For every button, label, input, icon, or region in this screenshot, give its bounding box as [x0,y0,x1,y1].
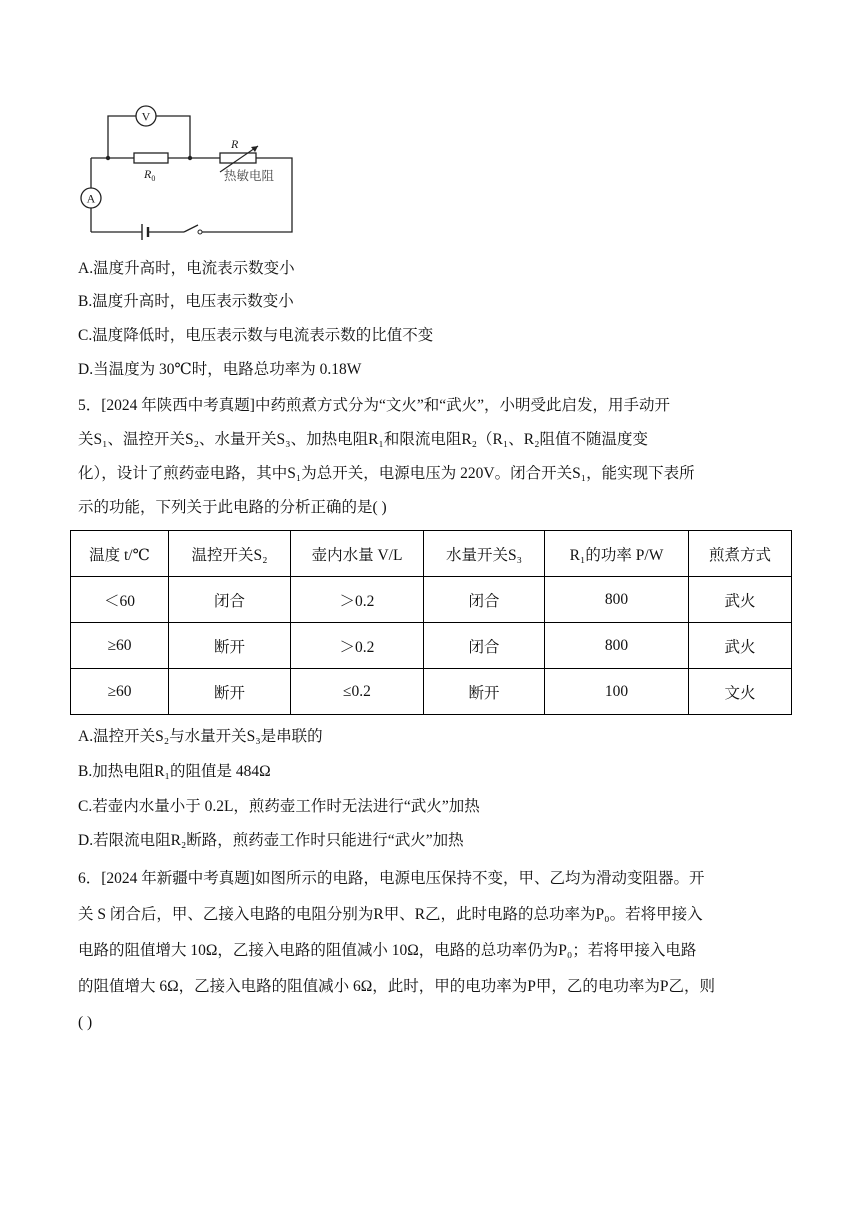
q5-line: 化），设计了煎药壶电路，其中S₁为总开关，电源电压为 220V。闭合开关S₁，能实现下表所 [78,465,695,482]
q5-option-b: B.加热电阻R₁的阻值是 484Ω [78,763,271,780]
svg-text:A: A [86,191,96,206]
table-row [71,577,792,623]
table-row [71,669,792,715]
q5-line: 5．[2024 年陕西中考真题]中药煎煮方式分为“文火”和“武火”，小明受此启发，用手动开 [78,397,670,414]
table-cell: ≥60 [71,623,169,669]
table-cell: ＞0.2 [291,623,424,669]
table-header: 温控开关S₂ [169,531,291,577]
q6-stem [78,861,790,1041]
table-cell: 武火 [689,623,792,669]
q6-line: ( ) [78,1014,93,1031]
table-cell: 文火 [689,669,792,715]
q4-option-c: C.温度降低时，电压表示数与电流表示数的比值不变 [78,327,434,344]
voltmeter [136,106,156,126]
r0-label: $R_0$ [144,167,156,183]
q5-line: 示的功能，下列关于此电路的分析正确的是( ) [78,499,387,516]
q4-option-b: B.温度升高时，电压表示数变小 [78,293,294,310]
table-row [71,623,792,669]
q5-option-c: C.若壶内水量小于 0.2L，煎药壶工作时无法进行“武火”加热 [78,798,480,815]
q6-line: 关 S 闭合后，甲、乙接入电路的电阻分别为R甲、R乙，此时电路的总功率为P₀。若将甲接入 [78,906,703,923]
q5-function-table [70,530,792,715]
table-header: 煎煮方式 [689,531,792,577]
table-header: 温度 t/℃ [71,531,169,577]
table-header-row [71,531,792,577]
q5-stem [78,389,790,525]
q6-line: 6．[2024 年新疆中考真题]如图所示的电路，电源电压保持不变，甲、乙均为滑动变阻器。开 [78,870,705,887]
q5-option-d: D.若限流电阻R₂断路，煎药壶工作时只能进行“武火”加热 [78,832,464,849]
table-cell: 断开 [169,669,291,715]
table-header: 壶内水量 V/L [291,531,424,577]
q5-option-a: A.温控开关S₂与水量开关S₃是串联的 [78,728,323,745]
table-cell: 800 [545,623,689,669]
table-header: R₁的功率 P/W [545,531,689,577]
circuit-diagram [74,100,304,250]
table-cell: 800 [545,577,689,623]
ammeter [81,188,101,208]
table-cell: ≤0.2 [291,669,424,715]
q6-line: 电路的阻值增大 10Ω，乙接入电路的阻值减小 10Ω，电路的总功率仍为P₀；若将甲接入电路 [78,942,697,959]
q6-line: 的阻值增大 6Ω，乙接入电路的阻值减小 6Ω，此时，甲的电功率为P甲，乙的电功率为P乙，则 [78,978,716,995]
q4-option-a: A.温度升高时，电流表示数变小 [78,260,295,277]
table-cell: 断开 [424,669,545,715]
q4-option-d: D.当温度为 30℃时，电路总功率为 0.18W [78,361,362,378]
table-cell: ＜60 [71,577,169,623]
table-cell: ≥60 [71,669,169,715]
table-cell: 闭合 [169,577,291,623]
table-cell: 闭合 [424,623,545,669]
table-cell: 100 [545,669,689,715]
table-header: 水量开关S₃ [424,531,545,577]
table-cell: 断开 [169,623,291,669]
r-label: R [231,137,239,151]
q5-line: 关S₁、温控开关S₂、水量开关S₃、加热电阻R₁和限流电阻R₂（R₁、R₂阻值不随温度变 [78,431,649,448]
thermistor-label: 热敏电阻 [224,169,275,183]
table-cell: 闭合 [424,577,545,623]
svg-text:V: V [141,109,151,124]
table-cell: ＞0.2 [291,577,424,623]
table-cell: 武火 [689,577,792,623]
